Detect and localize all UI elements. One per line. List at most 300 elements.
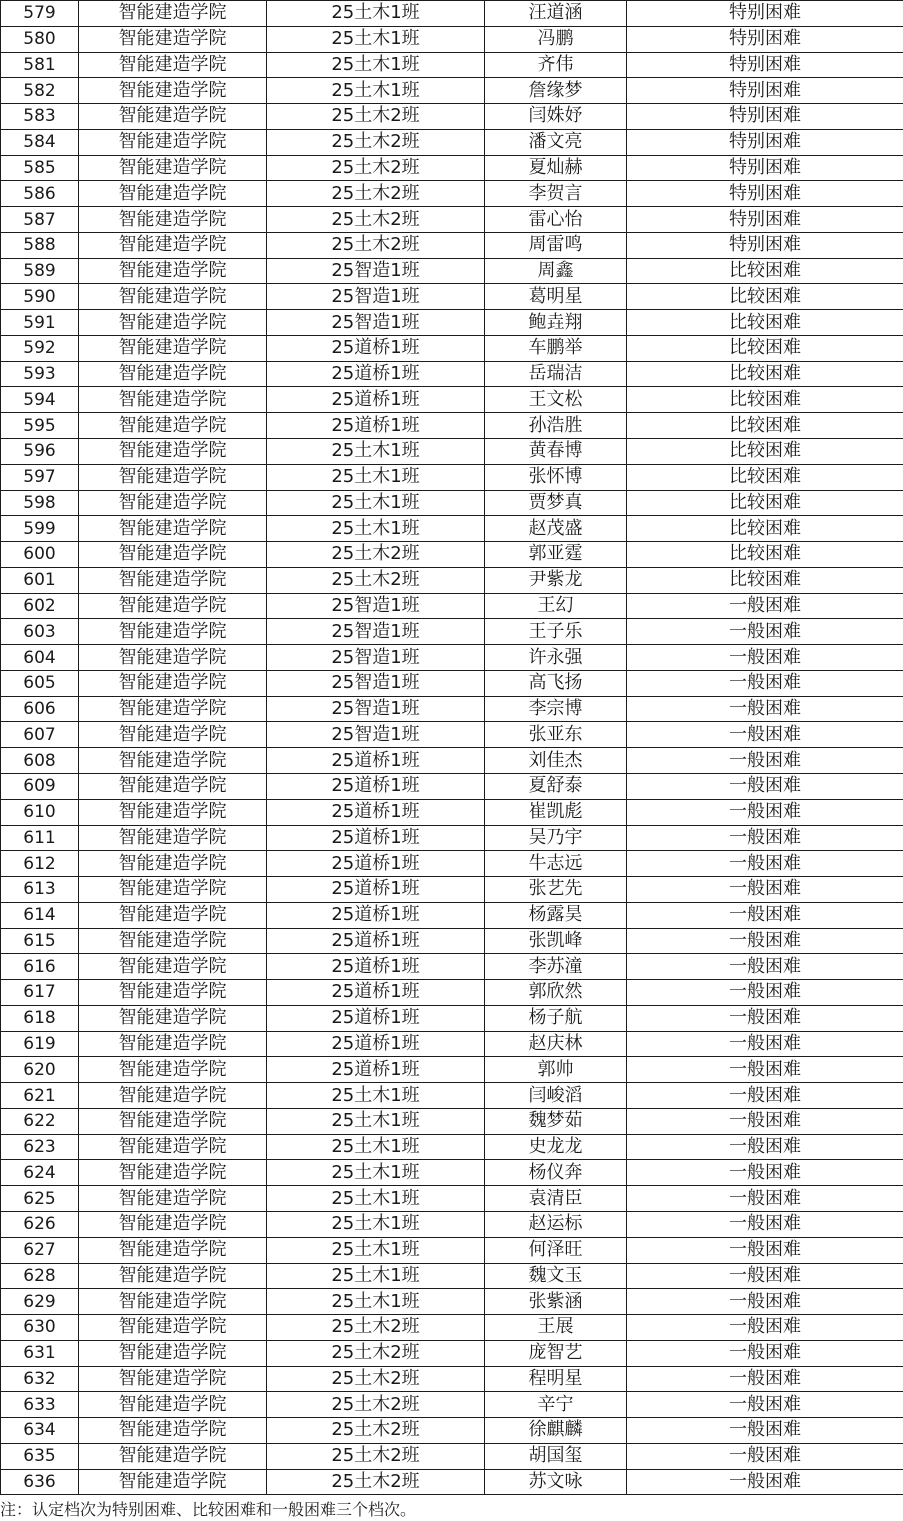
- class-cell: 25土木2班: [267, 207, 485, 233]
- difficulty-level-cell: 一般困难: [627, 1134, 903, 1160]
- difficulty-level-cell: 比较困难: [627, 516, 903, 542]
- class-cell: 25道桥1班: [267, 748, 485, 774]
- college-cell: 智能建造学院: [79, 1315, 267, 1341]
- table-row: [1, 542, 903, 568]
- row-number: 581: [1, 52, 79, 78]
- college-cell: 智能建造学院: [79, 877, 267, 903]
- student-name-cell: 高飞扬: [485, 670, 627, 696]
- class-cell: 25道桥1班: [267, 387, 485, 413]
- row-number: 629: [1, 1289, 79, 1315]
- class-cell: 25道桥1班: [267, 773, 485, 799]
- table-row: [1, 773, 903, 799]
- table-row: [1, 980, 903, 1006]
- row-number: 615: [1, 928, 79, 954]
- college-cell: 智能建造学院: [79, 516, 267, 542]
- student-name-cell: 周鑫: [485, 258, 627, 284]
- class-cell: 25道桥1班: [267, 980, 485, 1006]
- class-cell: 25道桥1班: [267, 928, 485, 954]
- row-number: 583: [1, 104, 79, 130]
- college-cell: 智能建造学院: [79, 619, 267, 645]
- student-name-cell: 闫姝妤: [485, 104, 627, 130]
- college-cell: 智能建造学院: [79, 1057, 267, 1083]
- college-cell: 智能建造学院: [79, 1340, 267, 1366]
- difficulty-level-cell: 一般困难: [627, 696, 903, 722]
- class-cell: 25智造1班: [267, 310, 485, 336]
- difficulty-level-cell: 一般困难: [627, 773, 903, 799]
- difficulty-level-cell: 一般困难: [627, 902, 903, 928]
- class-cell: 25土木1班: [267, 78, 485, 104]
- college-cell: 智能建造学院: [79, 902, 267, 928]
- table-row: [1, 1211, 903, 1237]
- class-cell: 25智造1班: [267, 593, 485, 619]
- student-name-cell: 王展: [485, 1315, 627, 1341]
- table-row: [1, 464, 903, 490]
- row-number: 601: [1, 567, 79, 593]
- table-row: [1, 181, 903, 207]
- difficulty-level-cell: 特别困难: [627, 155, 903, 181]
- college-cell: 智能建造学院: [79, 773, 267, 799]
- difficulty-level-cell: 比较困难: [627, 542, 903, 568]
- table-row: [1, 1418, 903, 1444]
- table-row: [1, 78, 903, 104]
- student-name-cell: 尹紫龙: [485, 567, 627, 593]
- difficulty-level-cell: 一般困难: [627, 1211, 903, 1237]
- student-name-cell: 齐伟: [485, 52, 627, 78]
- row-number: 596: [1, 439, 79, 465]
- difficulty-level-cell: 一般困难: [627, 1160, 903, 1186]
- difficulty-level-cell: 比较困难: [627, 464, 903, 490]
- student-name-cell: 周雷鸣: [485, 232, 627, 258]
- table-row: [1, 26, 903, 52]
- difficulty-level-cell: 特别困难: [627, 104, 903, 130]
- row-number: 611: [1, 825, 79, 851]
- difficulty-level-cell: 一般困难: [627, 799, 903, 825]
- row-number: 623: [1, 1134, 79, 1160]
- row-number: 628: [1, 1263, 79, 1289]
- class-cell: 25智造1班: [267, 284, 485, 310]
- table-row: [1, 1134, 903, 1160]
- row-number: 630: [1, 1315, 79, 1341]
- row-number: 624: [1, 1160, 79, 1186]
- row-number: 600: [1, 542, 79, 568]
- difficulty-level-cell: 比较困难: [627, 284, 903, 310]
- class-cell: 25土木1班: [267, 1108, 485, 1134]
- row-number: 587: [1, 207, 79, 233]
- difficulty-level-cell: 一般困难: [627, 1443, 903, 1469]
- student-name-cell: 赵茂盛: [485, 516, 627, 542]
- difficulty-level-cell: 一般困难: [627, 1418, 903, 1444]
- table-row: [1, 387, 903, 413]
- row-number: 599: [1, 516, 79, 542]
- class-cell: 25道桥1班: [267, 361, 485, 387]
- college-cell: 智能建造学院: [79, 696, 267, 722]
- college-cell: 智能建造学院: [79, 1005, 267, 1031]
- table-row: [1, 1263, 903, 1289]
- student-name-cell: 郭帅: [485, 1057, 627, 1083]
- college-cell: 智能建造学院: [79, 361, 267, 387]
- table-row: [1, 825, 903, 851]
- student-name-cell: 车鹏举: [485, 335, 627, 361]
- row-number: 636: [1, 1469, 79, 1495]
- student-name-cell: 史龙龙: [485, 1134, 627, 1160]
- difficulty-level-cell: 一般困难: [627, 1031, 903, 1057]
- row-number: 582: [1, 78, 79, 104]
- college-cell: 智能建造学院: [79, 1418, 267, 1444]
- class-cell: 25土木2班: [267, 567, 485, 593]
- row-number: 605: [1, 670, 79, 696]
- table-row: [1, 748, 903, 774]
- student-name-cell: 葛明星: [485, 284, 627, 310]
- table-row: [1, 928, 903, 954]
- college-cell: 智能建造学院: [79, 310, 267, 336]
- student-name-cell: 胡国玺: [485, 1443, 627, 1469]
- student-name-cell: 牛志远: [485, 851, 627, 877]
- difficulty-level-cell: 一般困难: [627, 825, 903, 851]
- difficulty-level-cell: 比较困难: [627, 258, 903, 284]
- class-cell: 25土木1班: [267, 1134, 485, 1160]
- student-name-cell: 王文松: [485, 387, 627, 413]
- table-row: [1, 361, 903, 387]
- class-cell: 25土木2班: [267, 232, 485, 258]
- row-number: 634: [1, 1418, 79, 1444]
- row-number: 618: [1, 1005, 79, 1031]
- footnote: 注：认定档次为特别困难、比较困难和一般困难三个档次。: [0, 1500, 417, 1519]
- college-cell: 智能建造学院: [79, 104, 267, 130]
- class-cell: 25道桥1班: [267, 954, 485, 980]
- student-name-cell: 张怀博: [485, 464, 627, 490]
- table-row: [1, 284, 903, 310]
- table-row: [1, 1392, 903, 1418]
- college-cell: 智能建造学院: [79, 722, 267, 748]
- row-number: 616: [1, 954, 79, 980]
- difficulty-level-cell: 一般困难: [627, 1340, 903, 1366]
- student-name-cell: 潘文亮: [485, 129, 627, 155]
- difficulty-level-cell: 特别困难: [627, 232, 903, 258]
- student-name-cell: 程明星: [485, 1366, 627, 1392]
- table-row: [1, 954, 903, 980]
- row-number: 586: [1, 181, 79, 207]
- college-cell: 智能建造学院: [79, 1366, 267, 1392]
- row-number: 613: [1, 877, 79, 903]
- class-cell: 25土木2班: [267, 1315, 485, 1341]
- difficulty-level-cell: 一般困难: [627, 748, 903, 774]
- difficulty-level-cell: 一般困难: [627, 593, 903, 619]
- table-row: [1, 1340, 903, 1366]
- class-cell: 25智造1班: [267, 619, 485, 645]
- student-name-cell: 赵庆林: [485, 1031, 627, 1057]
- class-cell: 25土木2班: [267, 104, 485, 130]
- college-cell: 智能建造学院: [79, 928, 267, 954]
- difficulty-level-cell: 一般困难: [627, 1186, 903, 1212]
- difficulty-level-cell: 一般困难: [627, 670, 903, 696]
- student-name-cell: 李苏潼: [485, 954, 627, 980]
- class-cell: 25土木2班: [267, 542, 485, 568]
- row-number: 598: [1, 490, 79, 516]
- table-row: [1, 1083, 903, 1109]
- college-cell: 智能建造学院: [79, 799, 267, 825]
- college-cell: 智能建造学院: [79, 542, 267, 568]
- class-cell: 25土木1班: [267, 1237, 485, 1263]
- college-cell: 智能建造学院: [79, 954, 267, 980]
- difficulty-level-cell: 特别困难: [627, 207, 903, 233]
- college-cell: 智能建造学院: [79, 232, 267, 258]
- row-number: 592: [1, 335, 79, 361]
- college-cell: 智能建造学院: [79, 490, 267, 516]
- student-name-cell: 魏梦茹: [485, 1108, 627, 1134]
- table-row: [1, 1315, 903, 1341]
- student-name-cell: 孙浩胜: [485, 413, 627, 439]
- student-name-cell: 张凯峰: [485, 928, 627, 954]
- college-cell: 智能建造学院: [79, 1134, 267, 1160]
- difficulty-level-cell: 一般困难: [627, 1005, 903, 1031]
- college-cell: 智能建造学院: [79, 980, 267, 1006]
- row-number: 593: [1, 361, 79, 387]
- class-cell: 25道桥1班: [267, 1057, 485, 1083]
- student-name-cell: 魏文玉: [485, 1263, 627, 1289]
- difficulty-level-cell: 比较困难: [627, 335, 903, 361]
- college-cell: 智能建造学院: [79, 464, 267, 490]
- student-name-cell: 张亚东: [485, 722, 627, 748]
- class-cell: 25土木2班: [267, 129, 485, 155]
- table-row: [1, 799, 903, 825]
- table-row: [1, 516, 903, 542]
- college-cell: 智能建造学院: [79, 439, 267, 465]
- class-cell: 25土木2班: [267, 1469, 485, 1495]
- table-row: [1, 232, 903, 258]
- table-row: [1, 1005, 903, 1031]
- row-number: 597: [1, 464, 79, 490]
- difficulty-level-cell: 一般困难: [627, 1057, 903, 1083]
- student-name-cell: 杨子航: [485, 1005, 627, 1031]
- student-name-cell: 黄春博: [485, 439, 627, 465]
- college-cell: 智能建造学院: [79, 181, 267, 207]
- class-cell: 25土木1班: [267, 26, 485, 52]
- college-cell: 智能建造学院: [79, 825, 267, 851]
- table-row: [1, 593, 903, 619]
- college-cell: 智能建造学院: [79, 567, 267, 593]
- difficulty-level-cell: 比较困难: [627, 387, 903, 413]
- college-cell: 智能建造学院: [79, 748, 267, 774]
- college-cell: 智能建造学院: [79, 387, 267, 413]
- difficulty-level-cell: 一般困难: [627, 645, 903, 671]
- class-cell: 25土木1班: [267, 1289, 485, 1315]
- row-number: 621: [1, 1083, 79, 1109]
- class-cell: 25土木1班: [267, 1263, 485, 1289]
- class-cell: 25道桥1班: [267, 1031, 485, 1057]
- student-name-cell: 张艺先: [485, 877, 627, 903]
- difficulty-level-cell: 一般困难: [627, 1237, 903, 1263]
- college-cell: 智能建造学院: [79, 129, 267, 155]
- college-cell: 智能建造学院: [79, 1469, 267, 1495]
- college-cell: 智能建造学院: [79, 258, 267, 284]
- class-cell: 25道桥1班: [267, 413, 485, 439]
- class-cell: 25道桥1班: [267, 825, 485, 851]
- class-cell: 25土木1班: [267, 490, 485, 516]
- class-cell: 25土木1班: [267, 1, 485, 27]
- student-name-cell: 王子乐: [485, 619, 627, 645]
- college-cell: 智能建造学院: [79, 1289, 267, 1315]
- difficulty-level-cell: 一般困难: [627, 1108, 903, 1134]
- college-cell: 智能建造学院: [79, 1263, 267, 1289]
- table-row: [1, 722, 903, 748]
- table-row: [1, 258, 903, 284]
- table-row: [1, 645, 903, 671]
- college-cell: 智能建造学院: [79, 78, 267, 104]
- class-cell: 25土木2班: [267, 1392, 485, 1418]
- difficulty-level-cell: 一般困难: [627, 1263, 903, 1289]
- difficulty-level-cell: 一般困难: [627, 928, 903, 954]
- class-cell: 25土木1班: [267, 1186, 485, 1212]
- college-cell: 智能建造学院: [79, 1443, 267, 1469]
- difficulty-level-cell: 一般困难: [627, 1315, 903, 1341]
- table-row: [1, 104, 903, 130]
- difficulty-level-cell: 一般困难: [627, 1469, 903, 1495]
- difficulty-level-cell: 一般困难: [627, 1366, 903, 1392]
- difficulty-level-cell: 比较困难: [627, 567, 903, 593]
- table-row: [1, 670, 903, 696]
- student-name-cell: 杨仪奔: [485, 1160, 627, 1186]
- class-cell: 25土木2班: [267, 1366, 485, 1392]
- difficulty-level-cell: 一般困难: [627, 877, 903, 903]
- difficulty-level-cell: 特别困难: [627, 26, 903, 52]
- college-cell: 智能建造学院: [79, 284, 267, 310]
- table-row: [1, 1186, 903, 1212]
- student-name-cell: 袁清臣: [485, 1186, 627, 1212]
- college-cell: 智能建造学院: [79, 1083, 267, 1109]
- class-cell: 25土木2班: [267, 181, 485, 207]
- student-name-cell: 李贺言: [485, 181, 627, 207]
- table-row: [1, 155, 903, 181]
- student-name-cell: 赵运标: [485, 1211, 627, 1237]
- college-cell: 智能建造学院: [79, 1392, 267, 1418]
- student-name-cell: 张紫涵: [485, 1289, 627, 1315]
- table-row: [1, 696, 903, 722]
- table-row: [1, 1108, 903, 1134]
- difficulty-level-cell: 一般困难: [627, 851, 903, 877]
- row-number: 604: [1, 645, 79, 671]
- table-row: [1, 1237, 903, 1263]
- college-cell: 智能建造学院: [79, 645, 267, 671]
- student-name-cell: 王幻: [485, 593, 627, 619]
- roster-table-body: [1, 1, 903, 1495]
- row-number: 589: [1, 258, 79, 284]
- student-name-cell: 夏灿赫: [485, 155, 627, 181]
- row-number: 612: [1, 851, 79, 877]
- row-number: 635: [1, 1443, 79, 1469]
- row-number: 594: [1, 387, 79, 413]
- table-row: [1, 1160, 903, 1186]
- college-cell: 智能建造学院: [79, 1031, 267, 1057]
- class-cell: 25智造1班: [267, 722, 485, 748]
- college-cell: 智能建造学院: [79, 26, 267, 52]
- student-name-cell: 雷心怡: [485, 207, 627, 233]
- student-name-cell: 夏舒泰: [485, 773, 627, 799]
- table-row: [1, 1366, 903, 1392]
- difficulty-level-cell: 特别困难: [627, 52, 903, 78]
- student-name-cell: 庞智艺: [485, 1340, 627, 1366]
- class-cell: 25道桥1班: [267, 902, 485, 928]
- college-cell: 智能建造学院: [79, 1160, 267, 1186]
- class-cell: 25土木1班: [267, 464, 485, 490]
- class-cell: 25土木2班: [267, 155, 485, 181]
- student-name-cell: 何泽旺: [485, 1237, 627, 1263]
- student-name-cell: 汪道涵: [485, 1, 627, 27]
- student-name-cell: 苏文咏: [485, 1469, 627, 1495]
- table-row: [1, 877, 903, 903]
- class-cell: 25土木2班: [267, 1340, 485, 1366]
- class-cell: 25智造1班: [267, 670, 485, 696]
- college-cell: 智能建造学院: [79, 1237, 267, 1263]
- difficulty-level-cell: 比较困难: [627, 490, 903, 516]
- row-number: 625: [1, 1186, 79, 1212]
- student-name-cell: 崔凯彪: [485, 799, 627, 825]
- table-row: [1, 490, 903, 516]
- college-cell: 智能建造学院: [79, 155, 267, 181]
- table-row: [1, 310, 903, 336]
- difficulty-level-cell: 一般困难: [627, 722, 903, 748]
- class-cell: 25土木1班: [267, 1160, 485, 1186]
- difficulty-level-cell: 比较困难: [627, 439, 903, 465]
- difficulty-level-cell: 一般困难: [627, 1289, 903, 1315]
- row-number: 622: [1, 1108, 79, 1134]
- table-row: [1, 1057, 903, 1083]
- row-number: 608: [1, 748, 79, 774]
- class-cell: 25道桥1班: [267, 799, 485, 825]
- college-cell: 智能建造学院: [79, 413, 267, 439]
- student-name-cell: 辛宁: [485, 1392, 627, 1418]
- table-row: [1, 207, 903, 233]
- row-number: 620: [1, 1057, 79, 1083]
- difficulty-level-cell: 特别困难: [627, 1, 903, 27]
- table-row: [1, 902, 903, 928]
- row-number: 627: [1, 1237, 79, 1263]
- student-name-cell: 吴乃宇: [485, 825, 627, 851]
- table-row: [1, 335, 903, 361]
- row-number: 609: [1, 773, 79, 799]
- college-cell: 智能建造学院: [79, 207, 267, 233]
- class-cell: 25土木2班: [267, 1443, 485, 1469]
- class-cell: 25智造1班: [267, 258, 485, 284]
- row-number: 606: [1, 696, 79, 722]
- student-name-cell: 鲍垚翔: [485, 310, 627, 336]
- row-number: 610: [1, 799, 79, 825]
- row-number: 619: [1, 1031, 79, 1057]
- row-number: 588: [1, 232, 79, 258]
- row-number: 631: [1, 1340, 79, 1366]
- class-cell: 25土木1班: [267, 52, 485, 78]
- table-row: [1, 851, 903, 877]
- row-number: 591: [1, 310, 79, 336]
- class-cell: 25道桥1班: [267, 1005, 485, 1031]
- difficulty-level-cell: 一般困难: [627, 980, 903, 1006]
- student-name-cell: 闫峻滔: [485, 1083, 627, 1109]
- table-row: [1, 129, 903, 155]
- college-cell: 智能建造学院: [79, 593, 267, 619]
- difficulty-level-cell: 特别困难: [627, 129, 903, 155]
- row-number: 614: [1, 902, 79, 928]
- class-cell: 25土木1班: [267, 1083, 485, 1109]
- class-cell: 25土木1班: [267, 1211, 485, 1237]
- college-cell: 智能建造学院: [79, 670, 267, 696]
- row-number: 633: [1, 1392, 79, 1418]
- college-cell: 智能建造学院: [79, 1, 267, 27]
- row-number: 607: [1, 722, 79, 748]
- class-cell: 25土木1班: [267, 516, 485, 542]
- table-row: [1, 1031, 903, 1057]
- difficulty-level-cell: 比较困难: [627, 310, 903, 336]
- student-name-cell: 刘佳杰: [485, 748, 627, 774]
- class-cell: 25土木1班: [267, 439, 485, 465]
